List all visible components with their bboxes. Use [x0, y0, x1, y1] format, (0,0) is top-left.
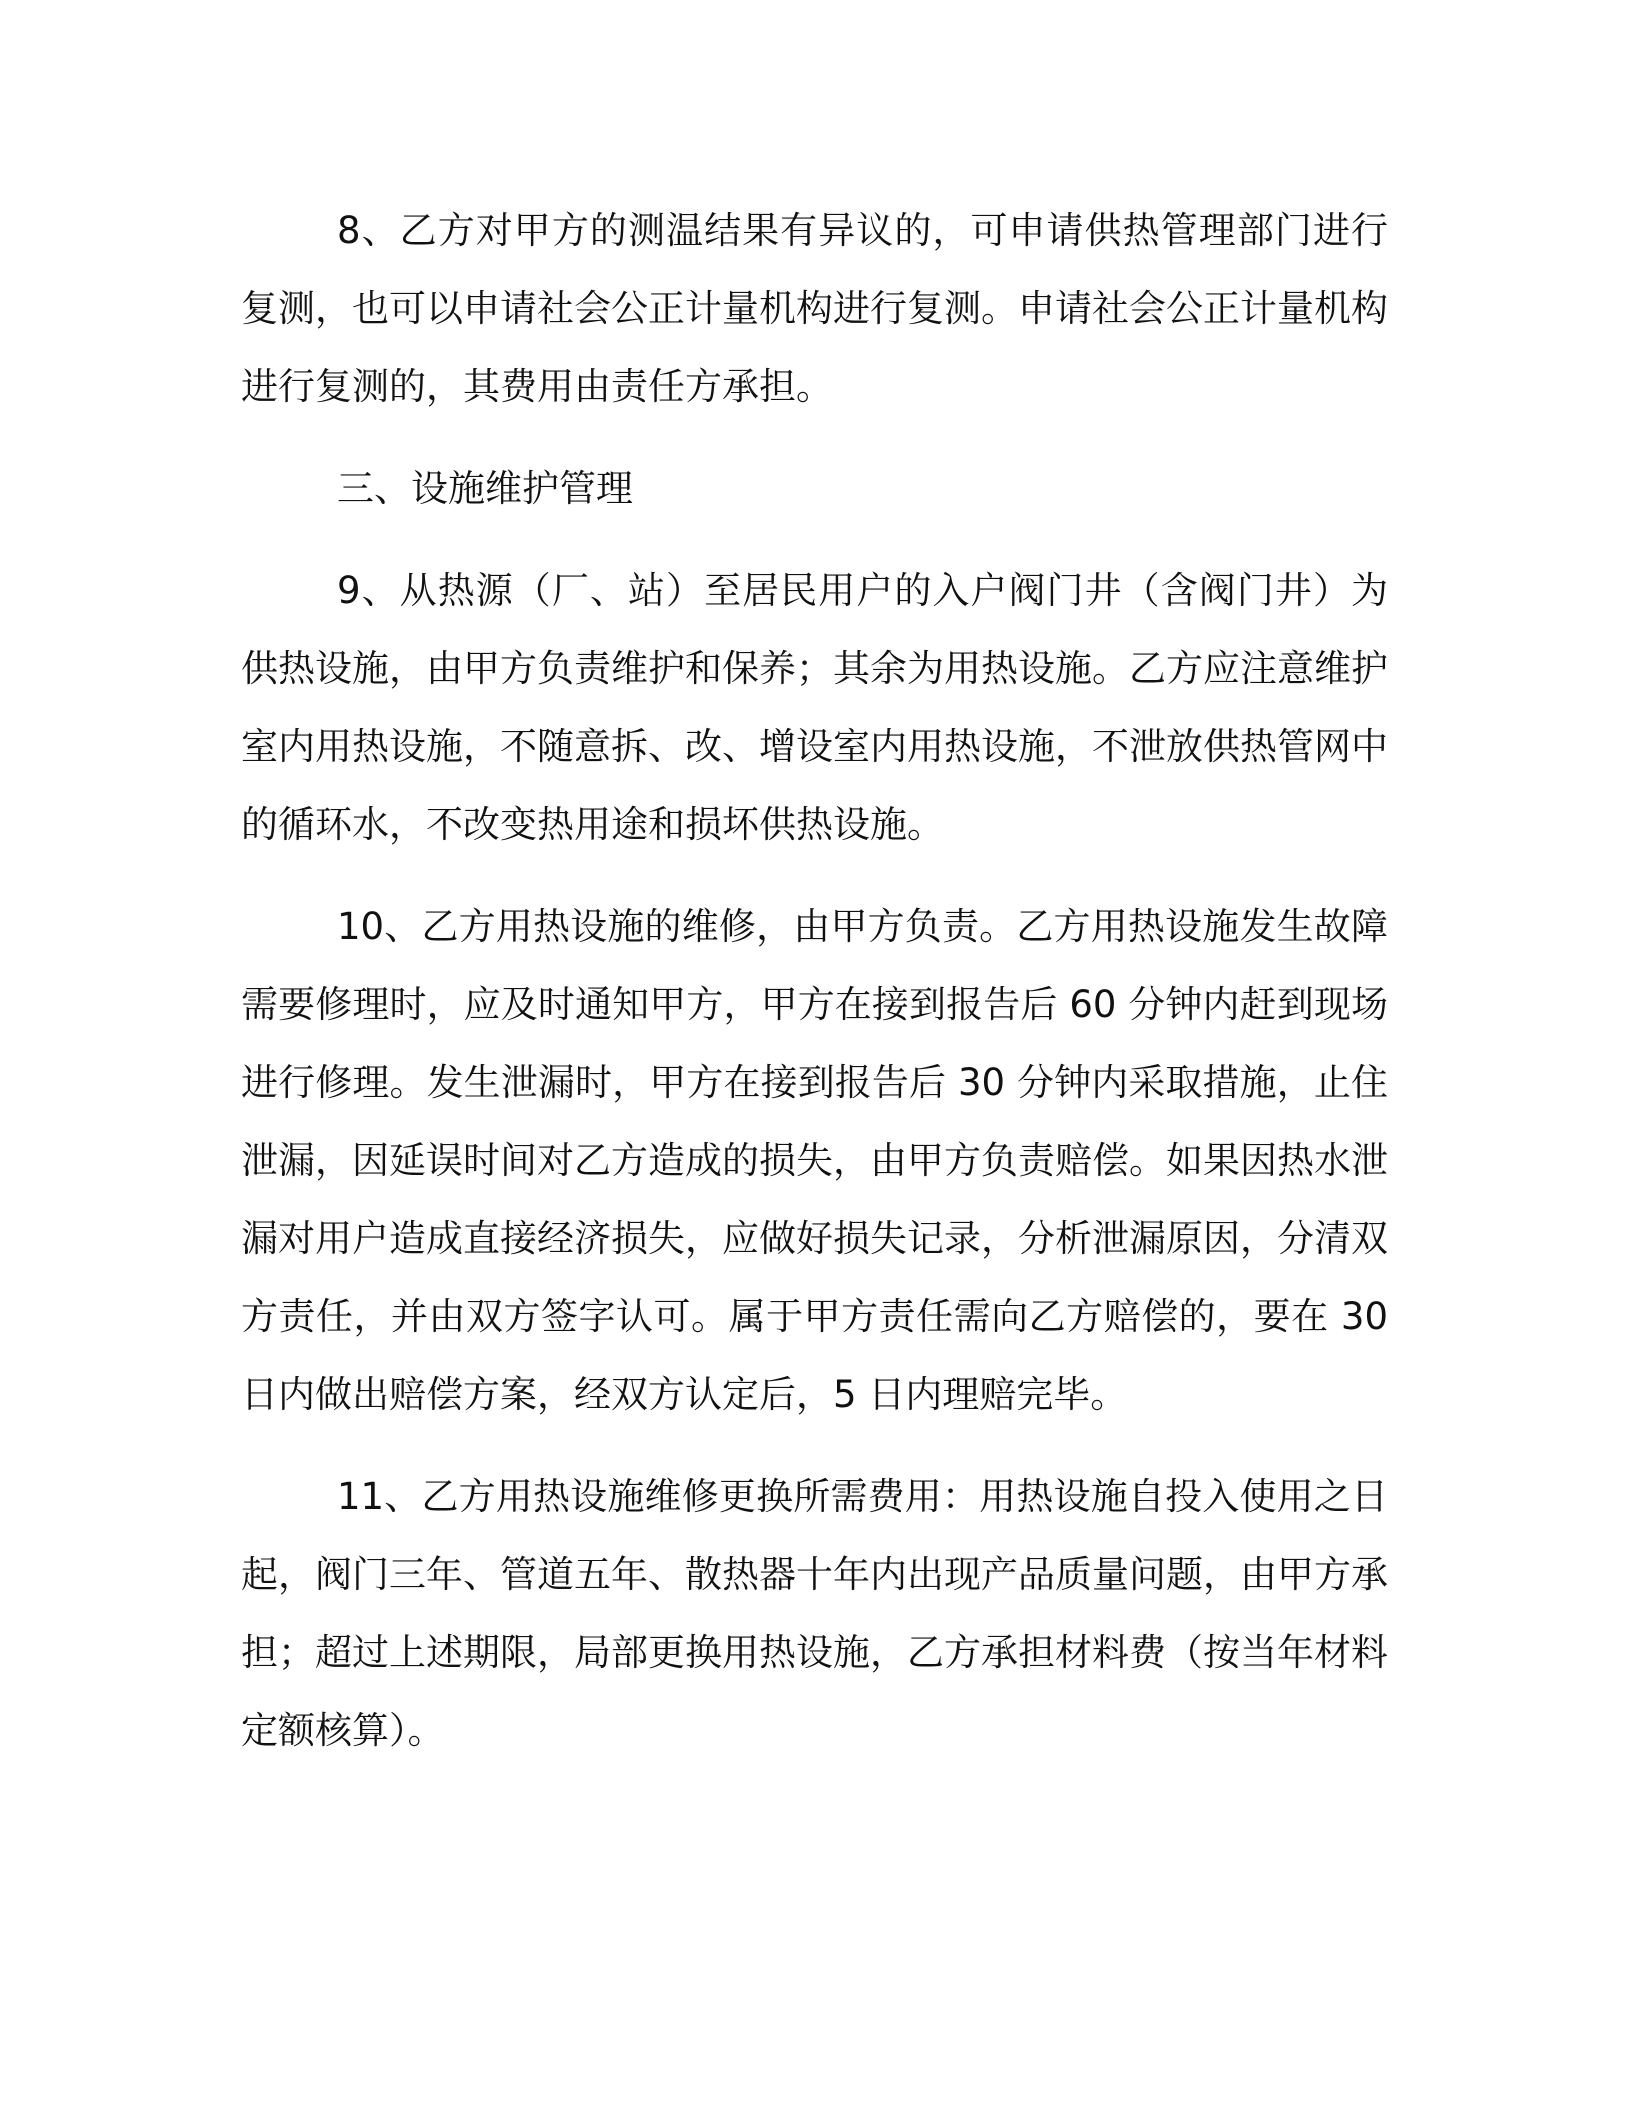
section-heading-facility-maintenance: 三、设施维护管理 [337, 467, 633, 510]
document-body [241, 192, 1388, 1770]
clause-8-paragraph: 8、乙方对甲方的测温结果有异议的，可申请供热管理部门进行复测，也可以申请社会公正计量机构进行复测。申请社会公正计量机构进行复测的，其费用由责任方承担。 [241, 209, 1388, 408]
clause-11-paragraph: 11、乙方用热设施维修更换所需费用：用热设施自投入使用之日起，阀门三年、管道五年、散热器十年内出现产品质量问题，由甲方承担；超过上述期限，局部更换用热设施，乙方承担材料费（按当年材料定额核算）。 [241, 1475, 1388, 1752]
clause-10-paragraph: 10、乙方用热设施的维修，由甲方负责。乙方用热设施发生故障需要修理时，应及时通知甲方，甲方在接到报告后 60 分钟内赶到现场进行修理。发生泄漏时，甲方在接到报告后 30 分钟内采取措施，止住泄漏，因延误时间对乙方造成的损失，由甲方负责赔偿。如果因热水泄漏对用户造成直接经济损失，应做好损失记录，分析泄漏原因，分清双方责任，并由双方签字认可。属于甲方责任需向乙方赔偿的，要在 30 日内做出赔偿方案，经双方认定后，5 日内理赔完毕。 [241, 905, 1388, 1416]
clause-9-paragraph: 9、从热源（厂、站）至居民用户的入户阀门井（含阀门井）为供热设施，由甲方负责维护和保养；其余为用热设施。乙方应注意维护室内用热设施，不随意拆、改、增设室内用热设施，不泄放供热管网中的循环水，不改变热用途和损坏供热设施。 [241, 569, 1388, 846]
